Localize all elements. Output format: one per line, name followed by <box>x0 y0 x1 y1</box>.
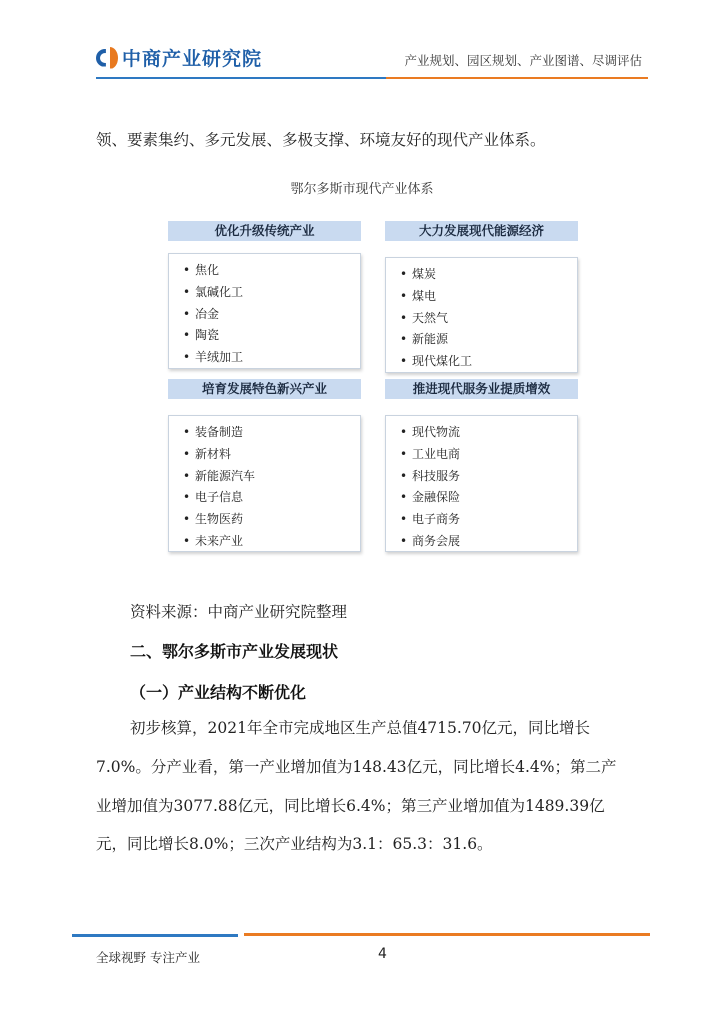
header-divider-orange <box>386 77 648 79</box>
body-line: 业增加值为3077.88亿元，同比增长6.4%；第三产业增加值为1489.39亿 <box>96 797 605 815</box>
list-item: • 氯碱化工 <box>183 282 360 304</box>
section-heading: 二、鄂尔多斯市产业发展现状 <box>130 642 339 661</box>
logo-text: 中商产业研究院 <box>122 48 263 70</box>
intro-line: 领、要素集约、多元发展、多极支撑、环境友好的现代产业体系。 <box>96 131 546 149</box>
list-item: • 金融保险 <box>400 487 577 509</box>
logo-icon <box>96 47 118 69</box>
header-tagline: 产业规划、园区规划、产业图谱、尽调评估 <box>404 53 642 68</box>
list-item: • 新能源汽车 <box>183 466 360 488</box>
box-services <box>385 415 578 552</box>
footer-divider-orange <box>244 933 650 936</box>
source-note: 资料来源：中商产业研究院整理 <box>130 603 348 621</box>
list-item: • 天然气 <box>400 308 577 330</box>
box-emerging <box>168 415 361 552</box>
subsection-heading: （一）产业结构不断优化 <box>130 683 307 702</box>
list-item: • 羊绒加工 <box>183 347 360 369</box>
list-item: • 新能源 <box>400 329 577 351</box>
body-line: 元，同比增长8.0%；三次产业结构为3.1：65.3：31.6。 <box>96 835 493 853</box>
footer-slogan: 全球视野 专注产业 <box>96 950 200 965</box>
list-item: • 现代煤化工 <box>400 351 577 373</box>
footer-divider-blue <box>72 934 238 937</box>
box-heading-services: 推进现代服务业提质增效 <box>385 379 578 399</box>
body-line: 7.0%。分产业看，第一产业增加值为148.43亿元，同比增长4.4%；第二产 <box>96 758 617 776</box>
logo <box>96 44 262 71</box>
list-item: • 工业电商 <box>400 444 577 466</box>
list-item: • 未来产业 <box>183 531 360 553</box>
list-item: • 装备制造 <box>183 422 360 444</box>
list-item: • 冶金 <box>183 304 360 326</box>
box-heading-emerging: 培育发展特色新兴产业 <box>168 379 361 399</box>
list-item: • 科技服务 <box>400 466 577 488</box>
list-item: • 焦化 <box>183 260 360 282</box>
page-number: 4 <box>378 946 387 962</box>
list-item: • 生物医药 <box>183 509 360 531</box>
box-heading-traditional: 优化升级传统产业 <box>168 221 361 241</box>
box-traditional <box>168 253 361 369</box>
body-line: 初步核算，2021年全市完成地区生产总值4715.70亿元，同比增长 <box>130 719 591 737</box>
list-item: • 陶瓷 <box>183 325 360 347</box>
list-item: • 现代物流 <box>400 422 577 444</box>
header-divider-blue <box>96 77 386 79</box>
box-heading-energy: 大力发展现代能源经济 <box>385 221 578 241</box>
list-item: • 商务会展 <box>400 531 577 553</box>
list-item: • 新材料 <box>183 444 360 466</box>
box-energy <box>385 257 578 373</box>
figure-title: 鄂尔多斯市现代产业体系 <box>290 182 434 197</box>
list-item: • 电子商务 <box>400 509 577 531</box>
list-item: • 煤电 <box>400 286 577 308</box>
list-item: • 电子信息 <box>183 487 360 509</box>
list-item: • 煤炭 <box>400 264 577 286</box>
page-header <box>0 0 724 80</box>
